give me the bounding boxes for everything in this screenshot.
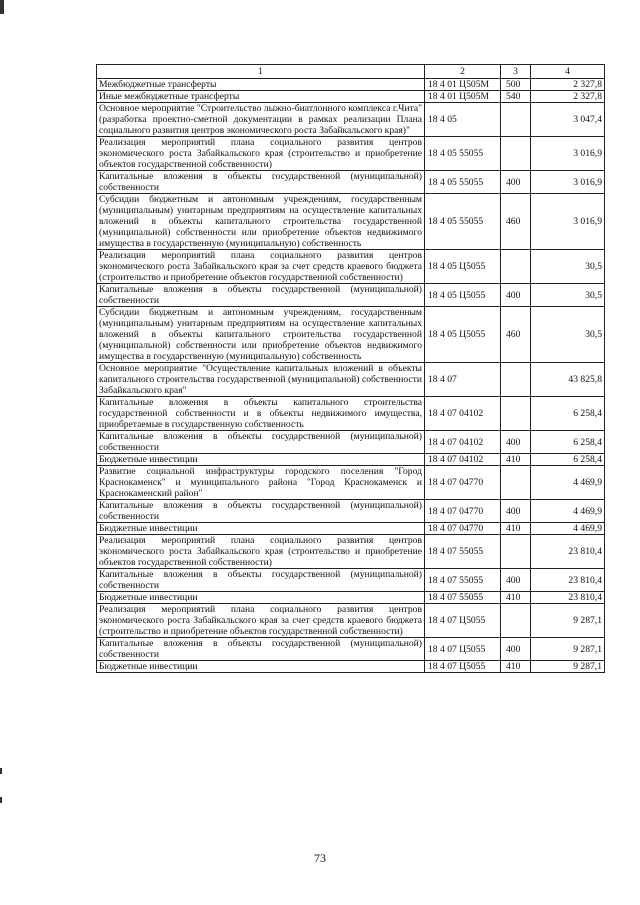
table-row bbox=[97, 137, 605, 171]
table-row bbox=[97, 523, 605, 535]
row-amount-cell: 3 016,9 bbox=[531, 171, 605, 194]
header-col-4: 4 bbox=[531, 65, 605, 79]
row-type-cell: 400 bbox=[501, 569, 531, 592]
table-row bbox=[97, 592, 605, 604]
row-type-cell bbox=[501, 535, 531, 569]
scan-edge-mark bbox=[0, 797, 2, 803]
row-name-cell: Капитальные вложения в объекты государственной (муниципальной) собственности bbox=[97, 284, 425, 307]
row-type-cell bbox=[501, 397, 531, 431]
row-type-cell bbox=[501, 466, 531, 500]
row-code-cell: 18 4 07 04770 bbox=[425, 466, 501, 500]
table-row bbox=[97, 363, 605, 397]
row-type-cell: 410 bbox=[501, 454, 531, 466]
table-row bbox=[97, 500, 605, 523]
table-row bbox=[97, 79, 605, 91]
row-name-cell: Капитальные вложения в объекты государственной (муниципальной) собственности bbox=[97, 569, 425, 592]
row-code-cell: 18 4 07 04102 bbox=[425, 431, 501, 454]
table-row bbox=[97, 604, 605, 638]
row-amount-cell: 6 258,4 bbox=[531, 397, 605, 431]
table-row bbox=[97, 194, 605, 250]
row-amount-cell: 3 047,4 bbox=[531, 103, 605, 137]
row-name-cell: Межбюджетные трансферты bbox=[97, 79, 425, 91]
row-amount-cell: 2 327,8 bbox=[531, 79, 605, 91]
row-amount-cell: 30,5 bbox=[531, 307, 605, 363]
row-name-cell: Реализация мероприятий плана социального развития центров экономического роста Забайкальского края (строительство и приобретение объектов государственной собственности) bbox=[97, 535, 425, 569]
table-row bbox=[97, 638, 605, 661]
row-code-cell: 18 4 07 Ц5055 bbox=[425, 638, 501, 661]
row-code-cell: 18 4 01 Ц505М bbox=[425, 91, 501, 103]
row-amount-cell: 6 258,4 bbox=[531, 454, 605, 466]
row-code-cell: 18 4 05 55055 bbox=[425, 194, 501, 250]
row-name-cell: Капитальные вложения в объекты государственной (муниципальной) собственности bbox=[97, 500, 425, 523]
row-type-cell: 460 bbox=[501, 307, 531, 363]
row-amount-cell: 4 469,9 bbox=[531, 466, 605, 500]
row-type-cell: 400 bbox=[501, 431, 531, 454]
row-code-cell: 18 4 05 55055 bbox=[425, 137, 501, 171]
header-col-1: 1 bbox=[97, 65, 425, 79]
row-name-cell: Основное мероприятие "Осуществление капитальных вложений в объекты капитального строительства государственной (муниципальной) собственности Забайкальского края" bbox=[97, 363, 425, 397]
row-code-cell: 18 4 07 04102 bbox=[425, 397, 501, 431]
row-name-cell: Реализация мероприятий плана социального развития центров экономического роста Забайкальского края за счет средств краевого бюджета (строительство и приобретение объектов государственной собственности) bbox=[97, 604, 425, 638]
row-name-cell: Капитальные вложения в объекты государственной (муниципальной) собственности bbox=[97, 431, 425, 454]
row-name-cell: Бюджетные инвестиции bbox=[97, 454, 425, 466]
header-col-3: 3 bbox=[501, 65, 531, 79]
row-amount-cell: 3 016,9 bbox=[531, 194, 605, 250]
table-row bbox=[97, 307, 605, 363]
row-type-cell bbox=[501, 250, 531, 284]
table-row bbox=[97, 454, 605, 466]
row-type-cell: 460 bbox=[501, 194, 531, 250]
row-code-cell: 18 4 07 55055 bbox=[425, 569, 501, 592]
row-amount-cell: 6 258,4 bbox=[531, 431, 605, 454]
row-name-cell: Основное мероприятие "Строительство лыжно-биатлонного комплекса г.Чита" (разработка проектно-сметной документации в рамках реализации Плана социального развития центров экономического роста Забайкальского края)" bbox=[97, 103, 425, 137]
row-name-cell: Капитальные вложения в объекты государственной (муниципальной) собственности bbox=[97, 638, 425, 661]
row-amount-cell: 3 016,9 bbox=[531, 137, 605, 171]
row-code-cell: 18 4 05 55055 bbox=[425, 171, 501, 194]
header-col-2: 2 bbox=[425, 65, 501, 79]
row-code-cell: 18 4 01 Ц505М bbox=[425, 79, 501, 91]
row-amount-cell: 4 469,9 bbox=[531, 523, 605, 535]
row-amount-cell: 30,5 bbox=[531, 250, 605, 284]
table-row bbox=[97, 91, 605, 103]
row-amount-cell: 2 327,8 bbox=[531, 91, 605, 103]
row-type-cell: 500 bbox=[501, 79, 531, 91]
row-name-cell: Развитие социальной инфраструктуры городского поселения "Город Краснокаменск" и муниципального района "Город Краснокаменск и Краснокаменский район" bbox=[97, 466, 425, 500]
row-name-cell: Бюджетные инвестиции bbox=[97, 523, 425, 535]
table-row bbox=[97, 397, 605, 431]
row-code-cell: 18 4 07 04770 bbox=[425, 500, 501, 523]
table-row bbox=[97, 466, 605, 500]
row-code-cell: 18 4 07 04770 bbox=[425, 523, 501, 535]
table-row bbox=[97, 661, 605, 673]
scan-edge-mark bbox=[0, 768, 2, 774]
row-type-cell: 400 bbox=[501, 171, 531, 194]
table-row bbox=[97, 284, 605, 307]
row-name-cell: Капитальные вложения в объекты государственной (муниципальной) собственности bbox=[97, 171, 425, 194]
row-amount-cell: 9 287,1 bbox=[531, 604, 605, 638]
row-amount-cell: 9 287,1 bbox=[531, 638, 605, 661]
table-header-row bbox=[97, 65, 605, 79]
row-amount-cell: 30,5 bbox=[531, 284, 605, 307]
row-amount-cell: 23 810,4 bbox=[531, 592, 605, 604]
row-type-cell: 410 bbox=[501, 523, 531, 535]
row-code-cell: 18 4 05 Ц5055 bbox=[425, 307, 501, 363]
row-code-cell: 18 4 07 Ц5055 bbox=[425, 604, 501, 638]
budget-table-page bbox=[96, 64, 604, 673]
row-type-cell bbox=[501, 103, 531, 137]
row-name-cell: Иные межбюджетные трансферты bbox=[97, 91, 425, 103]
row-name-cell: Субсидии бюджетным и автономным учреждениям, государственным (муниципальным) унитарным предприятиям на осуществление капитальных вложений в объекты капитального строительства государственной (муниципальной) собственности или приобретение объектов недвижимого имущества в государственную (муниципальную) собственность bbox=[97, 307, 425, 363]
row-name-cell: Реализация мероприятий плана социального развития центров экономического роста Забайкальского края (строительство и приобретение объектов государственной собственности) bbox=[97, 137, 425, 171]
row-type-cell: 400 bbox=[501, 284, 531, 307]
table-row bbox=[97, 535, 605, 569]
row-code-cell: 18 4 07 bbox=[425, 363, 501, 397]
row-code-cell: 18 4 07 04102 bbox=[425, 454, 501, 466]
row-code-cell: 18 4 07 55055 bbox=[425, 535, 501, 569]
budget-table bbox=[96, 64, 605, 673]
table-row bbox=[97, 431, 605, 454]
row-type-cell bbox=[501, 604, 531, 638]
row-name-cell: Бюджетные инвестиции bbox=[97, 661, 425, 673]
row-type-cell bbox=[501, 137, 531, 171]
row-name-cell: Реализация мероприятий плана социального развития центров экономического роста Забайкальского края за счет средств краевого бюджета (строительство и приобретение объектов государственной собственности) bbox=[97, 250, 425, 284]
row-code-cell: 18 4 05 Ц5055 bbox=[425, 250, 501, 284]
row-name-cell: Капитальные вложения в объекты капитального строительства государственной собственности и в объекты недвижимого имущества, приобретаемые в государственную собственность bbox=[97, 397, 425, 431]
row-code-cell: 18 4 07 55055 bbox=[425, 592, 501, 604]
row-amount-cell: 4 469,9 bbox=[531, 500, 605, 523]
row-type-cell: 410 bbox=[501, 661, 531, 673]
page-number: 73 bbox=[314, 851, 326, 865]
table-row bbox=[97, 569, 605, 592]
row-type-cell: 400 bbox=[501, 500, 531, 523]
row-code-cell: 18 4 05 bbox=[425, 103, 501, 137]
row-code-cell: 18 4 07 Ц5055 bbox=[425, 661, 501, 673]
row-amount-cell: 9 287,1 bbox=[531, 661, 605, 673]
row-amount-cell: 23 810,4 bbox=[531, 535, 605, 569]
row-name-cell: Бюджетные инвестиции bbox=[97, 592, 425, 604]
row-amount-cell: 23 810,4 bbox=[531, 569, 605, 592]
scan-edge-mark bbox=[0, 0, 4, 14]
table-row bbox=[97, 171, 605, 194]
row-type-cell: 410 bbox=[501, 592, 531, 604]
row-amount-cell: 43 825,8 bbox=[531, 363, 605, 397]
table-row bbox=[97, 250, 605, 284]
row-code-cell: 18 4 05 Ц5055 bbox=[425, 284, 501, 307]
row-type-cell: 400 bbox=[501, 638, 531, 661]
table-row bbox=[97, 103, 605, 137]
row-type-cell: 540 bbox=[501, 91, 531, 103]
row-type-cell bbox=[501, 363, 531, 397]
row-name-cell: Субсидии бюджетным и автономным учреждениям, государственным (муниципальным) унитарным предприятиям на осуществление капитальных вложений в объекты капитального строительства государственной (муниципальной) собственности или приобретение объектов недвижимого имущества в государственную (муниципальную) собственность bbox=[97, 194, 425, 250]
